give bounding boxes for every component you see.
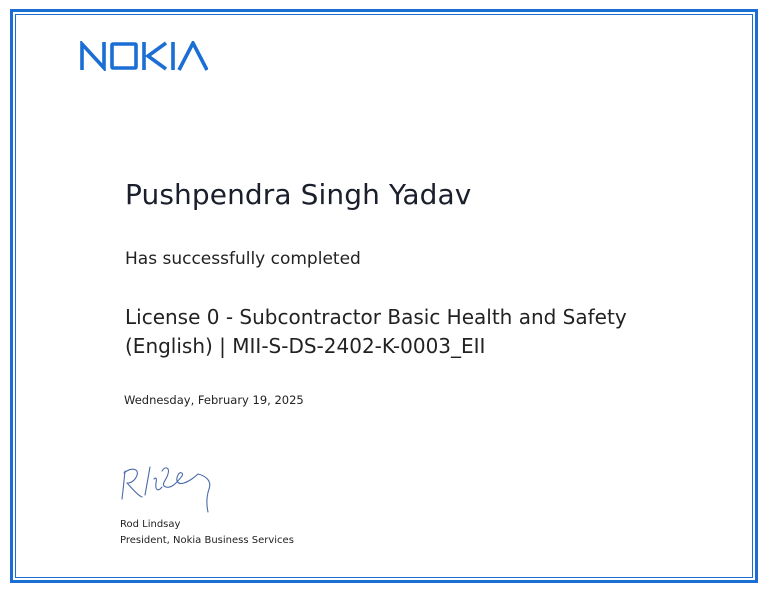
recipient-name: Pushpendra Singh Yadav	[125, 178, 472, 211]
completion-statement: Has successfully completed	[125, 249, 361, 269]
completion-date: Wednesday, February 19, 2025	[124, 393, 304, 407]
signature-image	[118, 457, 250, 517]
signatory-title: President, Nokia Business Services	[120, 535, 294, 546]
signatory-name: Rod Lindsay	[120, 519, 181, 530]
course-title: License 0 - Subcontractor Basic Health and Safety (English) | MII-S-DS-2402-K-0003_EII	[125, 305, 627, 358]
nokia-logo	[80, 41, 208, 71]
